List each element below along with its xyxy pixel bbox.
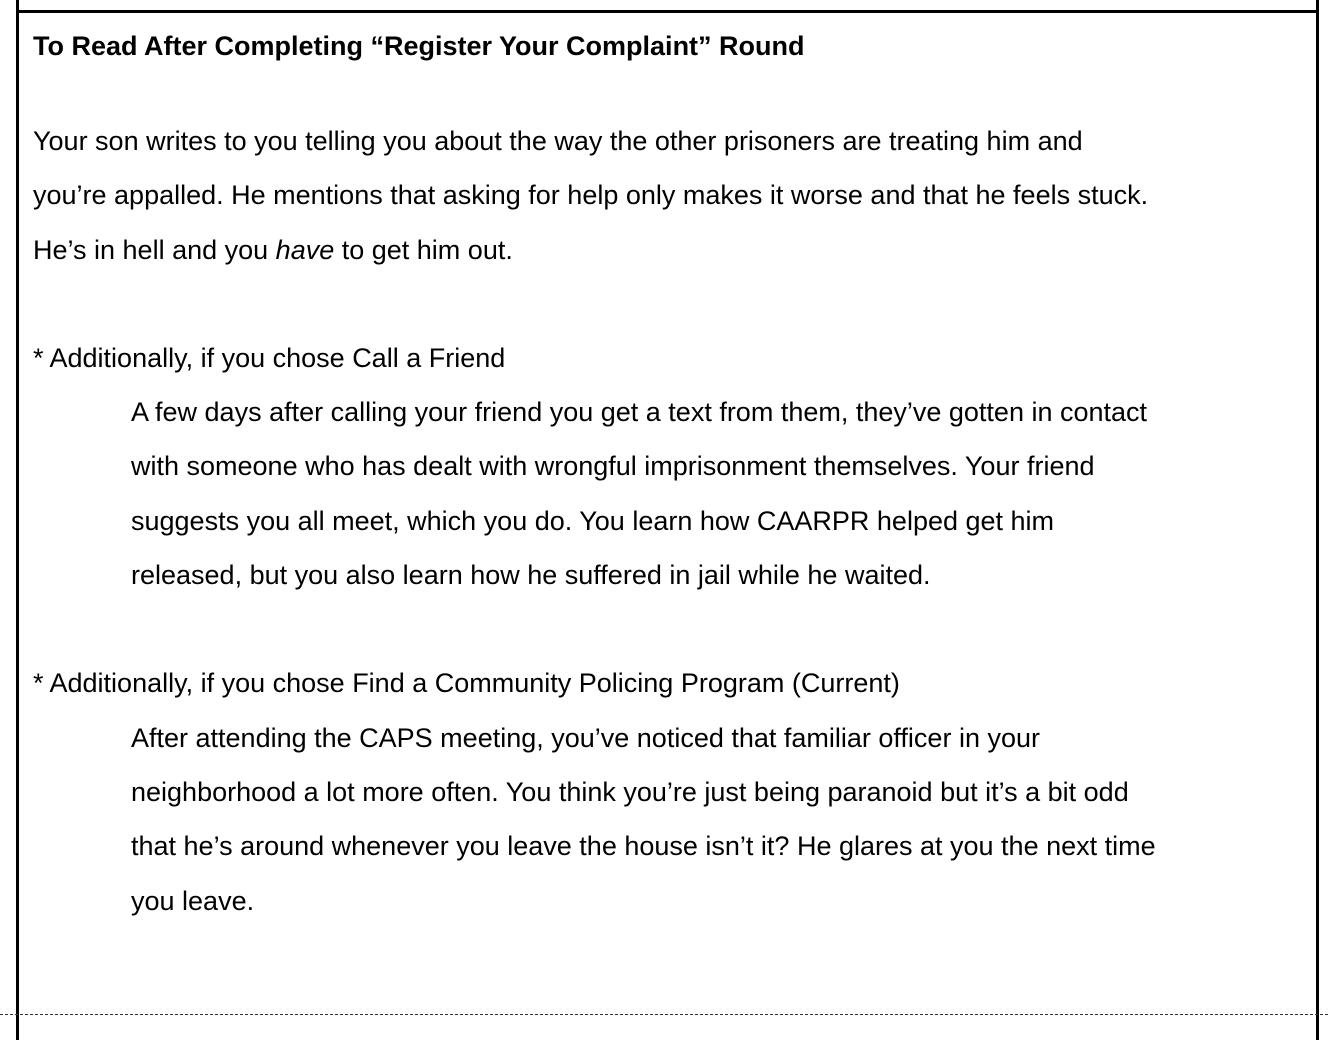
intro-text: to get him out. bbox=[334, 234, 513, 265]
section-line: suggests you all meet, which you do. You learn how CAARPR helped get him bbox=[131, 505, 1055, 536]
top-rule bbox=[16, 10, 1319, 13]
section-body bbox=[33, 711, 1303, 928]
spacer bbox=[33, 66, 1303, 114]
spacer bbox=[33, 602, 1303, 656]
section-label: * Additionally, if you chose Find a Community Policing Program (Current) bbox=[33, 668, 900, 699]
section-label: * Additionally, if you chose Call a Friend bbox=[33, 342, 506, 373]
card-heading: To Read After Completing “Register Your Complaint” Round bbox=[33, 31, 805, 61]
emphasis-have: have bbox=[275, 234, 335, 265]
section-line: released, but you also learn how he suffered in jail while he waited. bbox=[131, 560, 931, 591]
section-line: that he’s around whenever you leave the house isn’t it? He glares at you the next time bbox=[131, 831, 1156, 862]
section-body bbox=[33, 385, 1303, 602]
section-line: After attending the CAPS meeting, you’ve noticed that familiar officer in your bbox=[131, 722, 1040, 753]
section-line: with someone who has dealt with wrongful imprisonment themselves. Your friend bbox=[131, 451, 1095, 482]
intro-line: you’re appalled. He mentions that asking for help only makes it worse and that he feels stuck. bbox=[33, 180, 1149, 211]
section-line: neighborhood a lot more often. You think you’re just being paranoid but it’s a bit odd bbox=[131, 776, 1129, 807]
intro-text: He’s in hell and you bbox=[33, 234, 276, 265]
section-line: you leave. bbox=[131, 885, 255, 916]
section-call-a-friend bbox=[33, 331, 1303, 602]
intro-paragraph bbox=[33, 114, 1303, 277]
intro-line bbox=[33, 223, 1303, 277]
spacer bbox=[33, 277, 1303, 331]
intro-line: Your son writes to you telling you about the way the other prisoners are treating him and bbox=[33, 126, 1083, 156]
section-line: A few days after calling your friend you get a text from them, they’ve gotten in contact bbox=[131, 397, 1148, 428]
card-content bbox=[33, 26, 1303, 928]
cut-line-dashed bbox=[0, 1014, 1328, 1015]
section-community-policing bbox=[33, 656, 1303, 927]
